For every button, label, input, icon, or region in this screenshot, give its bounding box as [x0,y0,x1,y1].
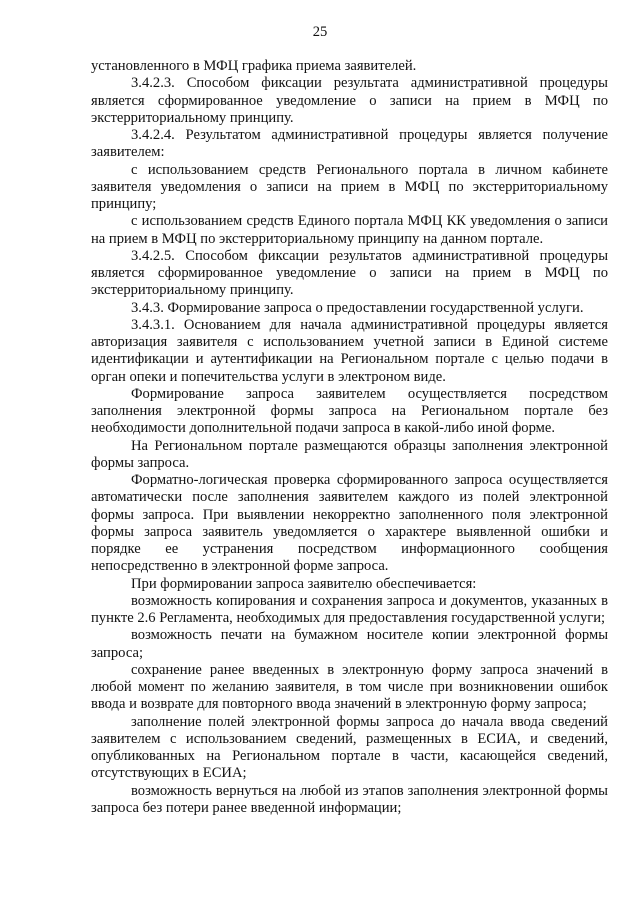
list-item-copy-save: возможность копирования и сохранения запроса и документов, указанных в пункте 2.6 Регламента, необходимых для предоставления государственной услуги; [91,592,608,626]
section-heading-3-4-3: 3.4.3. Формирование запроса о предоставлении государственной услуги. [131,299,584,316]
list-item-return-to-step: возможность вернуться на любой из этапов заполнения электронной формы запроса без потери ранее введенной информации; [91,782,608,816]
paragraph-3-4-3-1: 3.4.3.1. Основанием для начала административной процедуры является авторизация заявителя с использованием учетной записи в Единой системе идентификации и аутентификации на Региональном портале с целью подачи в орган опеки и попечительства услуги в электроном виде. [91,316,608,385]
paragraph-request-forming: Формирование запроса заявителем осуществляется посредством заполнения электронной формы запроса на Региональном портале без необходимости дополнительной подачи запроса в какой-либо иной форме. [91,385,608,437]
list-item-save-values: сохранение ранее введенных в электронную форму запроса значений в любой момент по желанию заявителя, в том числе при возникновении ошибок ввода и возврате для повторного ввода значений в электронную форму запроса; [91,661,608,713]
paragraph-3-4-2-5: 3.4.2.5. Способом фиксации результатов административной процедуры является сформированное уведомление о записи на прием в МФЦ по экстерриториальному принципу. [91,247,608,299]
paragraph-3-4-2-3: 3.4.2.3. Способом фиксации результата административной процедуры является сформированное уведомление о записи на прием в МФЦ по экстерриториальному принципу. [91,75,608,126]
paragraph-provided-features: При формировании запроса заявителю обеспечивается: [131,575,477,592]
list-item-prefill-esia: заполнение полей электронной формы запроса до начала ввода сведений заявителем с использованием сведений, размещенных в ЕСИА, и сведений, опубликованных на Региональном портале в части, касающейся сведений, отсутствующих в ЕСИА; [91,713,608,782]
paragraph-continuation: установленного в МФЦ графика приема заявителей. [91,58,417,74]
list-item-unified-portal-notification: с использованием средств Единого портала МФЦ КК уведомления о записи на прием в МФЦ по экстерриториальному принципу на данном портале. [91,213,608,247]
paragraph-3-4-2-4: 3.4.2.4. Результатом административной процедуры является получение заявителем: [91,127,608,161]
page-number: 25 [312,24,328,40]
document-body [91,58,608,817]
paragraph-format-check: Форматно-логическая проверка сформированного запроса осуществляется автоматически после заполнения заявителем каждого из полей электронной формы запроса. При выявлении некорректно заполненного поля электронной формы запроса заявитель уведомляется о характере выявленной ошибки и порядке ее устранения посредством информационного сообщения непосредственно в электронной форме запроса. [91,472,608,575]
list-item-print: возможность печати на бумажном носителе копии электронной формы запроса; [91,627,608,661]
list-item-regional-portal-notification: с использованием средств Регионального портала в личном кабинете заявителя уведомления о записи на прием в МФЦ по экстерриториальному принципу; [91,161,608,212]
paragraph-form-samples: На Региональном портале размещаются образцы заполнения электронной формы запроса. [91,437,608,471]
